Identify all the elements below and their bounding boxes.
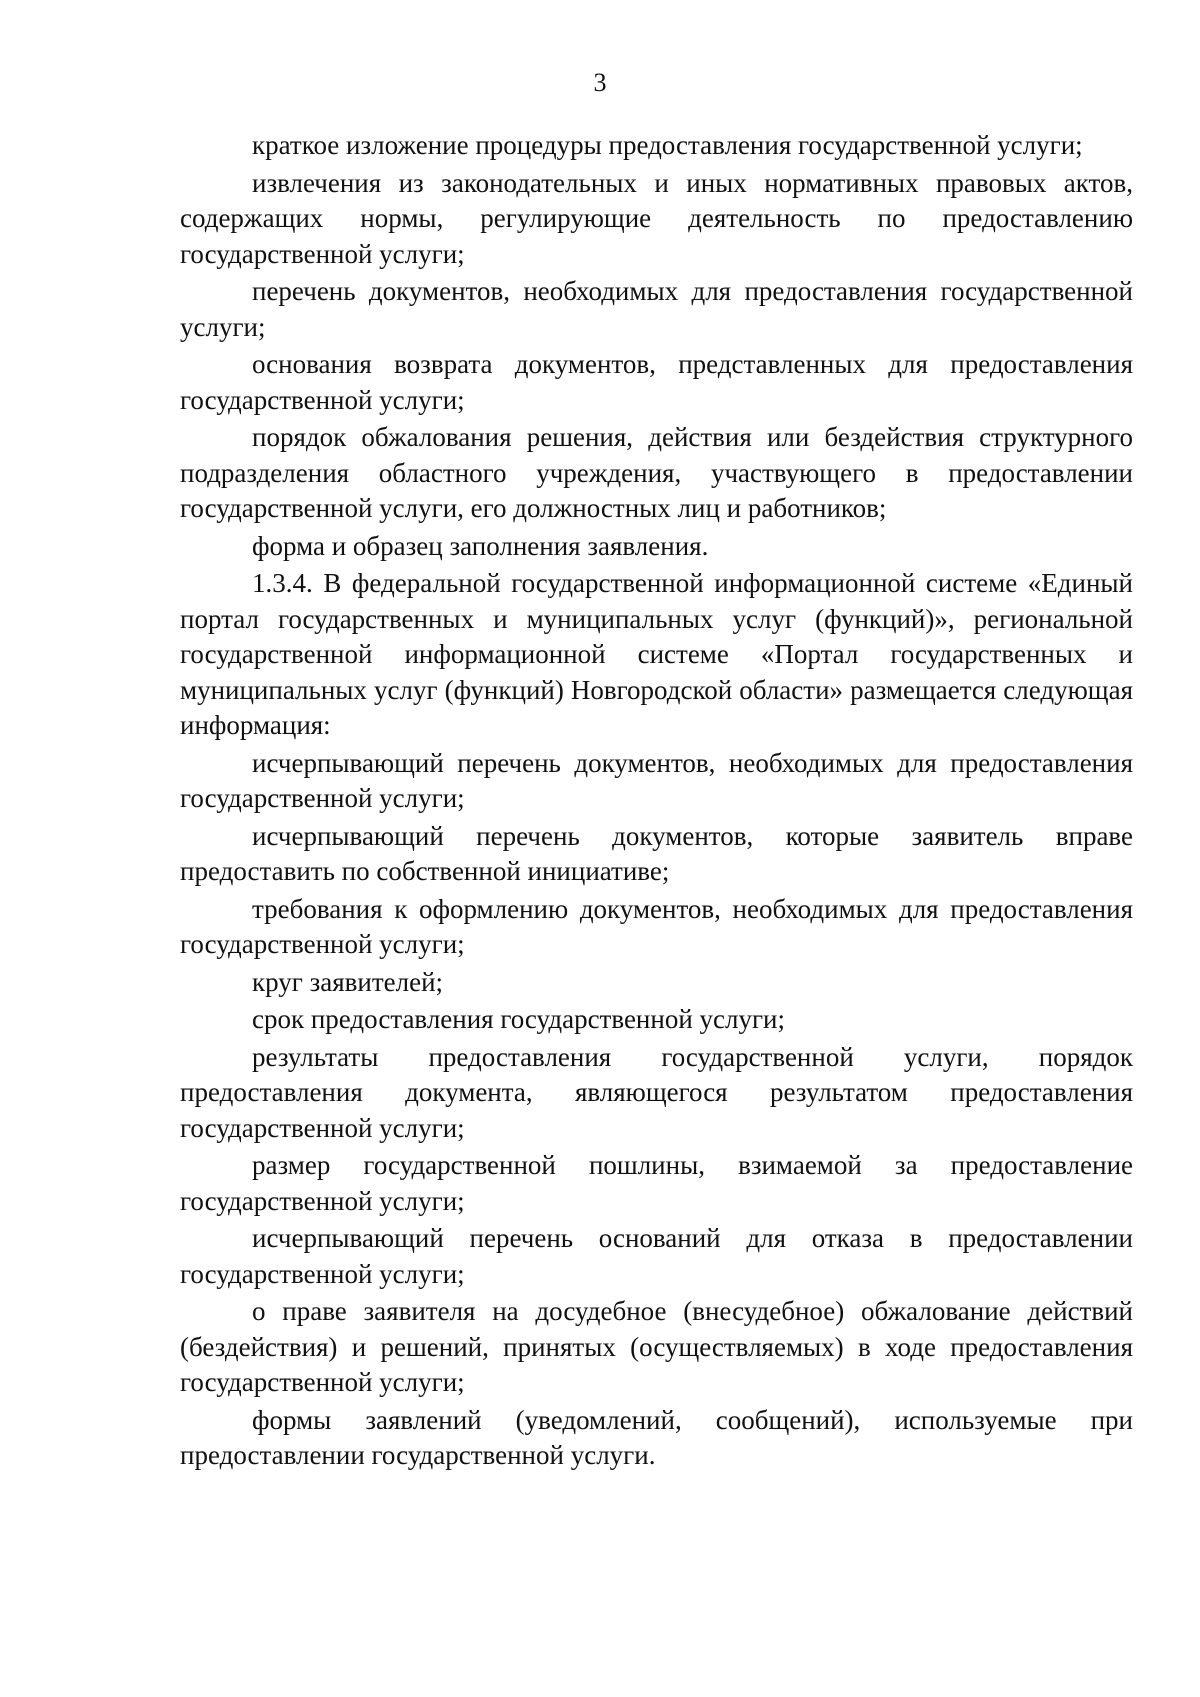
- paragraph: размер государственной пошлины, взимаемой за предоставление государственной услуги;: [180, 1150, 1133, 1216]
- paragraph: извлечения из законодательных и иных нормативных правовых актов, содержащих нормы, регулирующие деятельность по предоставлению государственной услуги;: [180, 167, 1133, 269]
- paragraph: исчерпывающий перечень документов, необходимых для предоставления государственной услуги;: [180, 747, 1133, 813]
- paragraph: исчерпывающий перечень оснований для отказа в предоставлении государственной услуги;: [180, 1223, 1133, 1289]
- paragraph: требования к оформлению документов, необходимых для предоставления государственной услуги;: [180, 893, 1133, 959]
- paragraph: результаты предоставления государственной услуги, порядок предоставления документа, являющегося результатом предоставления государственной услуги;: [180, 1041, 1133, 1143]
- paragraph: перечень документов, необходимых для предоставления государственной услуги;: [180, 276, 1133, 342]
- paragraph: краткое изложение процедуры предоставления государственной услуги;: [252, 130, 1083, 160]
- paragraph: формы заявлений (уведомлений, сообщений), используемые при предоставлении государственной услуги.: [180, 1404, 1133, 1470]
- paragraph: круг заявителей;: [252, 966, 444, 997]
- page-number: 3: [593, 68, 607, 97]
- paragraph: о праве заявителя на досудебное (внесудебное) обжалование действий (бездействия) и решений, принятых (осуществляемых) в ходе предоставления государственной услуги;: [180, 1296, 1133, 1397]
- paragraph: срок предоставления государственной услуги;: [252, 1004, 786, 1034]
- paragraph: основания возврата документов, представленных для предоставления государственной услуги;: [180, 349, 1133, 415]
- document-body: [180, 128, 1133, 1476]
- paragraph: форма и образец заполнения заявления.: [252, 530, 709, 561]
- paragraph: 1.3.4. В федеральной государственной информационной системе «Единый портал государственных и муниципальных услуг (функций)», региональной государственной информационной системе «Портал государственных и муниципальных услуг (функций) Новгородской области» размещается следующая информация:: [180, 568, 1133, 740]
- paragraph: исчерпывающий перечень документов, которые заявитель вправе предоставить по собственной инициативе;: [180, 820, 1133, 886]
- paragraph: порядок обжалования решения, действия или бездействия структурного подразделения областного учреждения, участвующего в предоставлении государственной услуги, его должностных лиц и работников;: [180, 422, 1133, 523]
